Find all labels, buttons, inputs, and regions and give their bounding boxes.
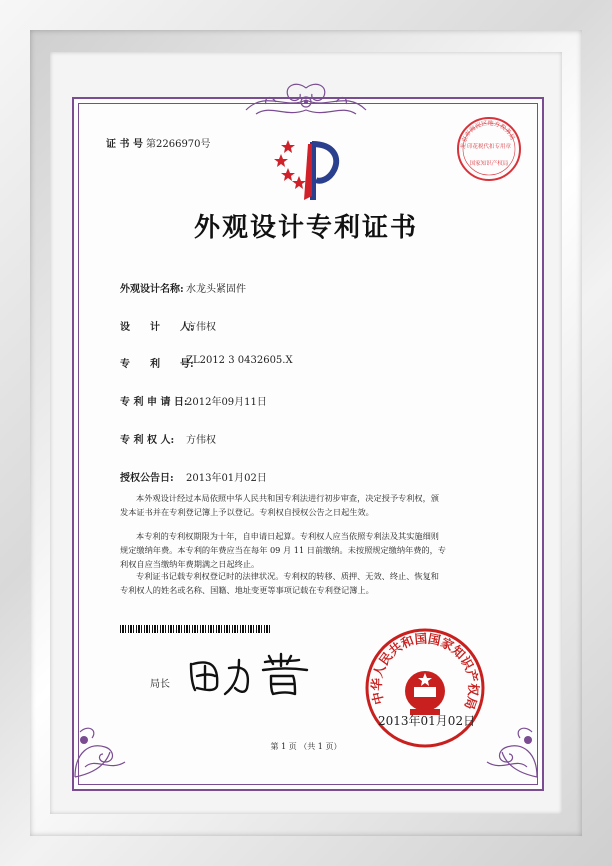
- patentee-value: 方伟权: [186, 435, 216, 446]
- page-number: 第 1 页 （共 1 页）: [270, 742, 342, 751]
- patent-office-logo-icon: [274, 140, 344, 202]
- page-title: 外观设计专利证书: [193, 213, 418, 243]
- tax-stamp-bottom: 国家知识产权局: [469, 161, 509, 167]
- tax-stamp-text: 北京市海淀区地方税务局: [459, 119, 516, 150]
- tax-stamp: [455, 115, 523, 183]
- application-date-label: 专 利 申 请 日:: [120, 397, 188, 408]
- paragraph-line: 专利证书记载专利权登记时的法律状况。专利权的转移、质押、无效、终止、恢复和: [136, 571, 439, 581]
- paragraph-line: 利权自应当缴纳年费期满之日起终止。: [120, 559, 260, 569]
- paragraph-line: 本专利的专利权期限为十年，自申请日起算。专利权人应当依照专利法及其实施细则: [136, 531, 439, 541]
- paragraph-grant: [120, 491, 508, 519]
- paragraph-line: 本外观设计经过本局依照中华人民共和国专利法进行初步审查，决定授予专利权，颁: [136, 493, 439, 503]
- barcode: [120, 625, 270, 633]
- designer-value: 方伟权: [186, 322, 216, 333]
- director-label: 局长: [150, 679, 170, 690]
- paragraph-line: 专利权人的姓名或名称、国籍、地址变更等事项记载在专利登记簿上。: [120, 585, 374, 595]
- seal-text: 中华人民共和国国家知识产权局: [368, 630, 482, 712]
- certificate-number-label: 证 书 号: [106, 139, 143, 150]
- patentee-label: 专 利 权 人:: [120, 435, 175, 446]
- top-ornament-icon: [236, 80, 376, 122]
- grant-date-label: 授权公告日:: [120, 473, 174, 484]
- certificate-number: 第2266970号: [146, 139, 211, 150]
- paragraph-legal-status: [120, 569, 508, 597]
- grant-date-value: 2013年01月02日: [186, 473, 267, 484]
- design-name-label: 外观设计名称:: [120, 284, 184, 295]
- patent-number-label: 专 利 号:: [120, 359, 194, 370]
- patent-number-value: ZL2012 3 0432605.X: [186, 355, 293, 366]
- application-date-value: 2012年09月11日: [186, 397, 267, 408]
- design-name-value: 水龙头紧固件: [186, 284, 246, 295]
- paragraph-line: 发本证书并在专利登记簿上予以登记。专利权自授权公告之日起生效。: [120, 507, 374, 517]
- official-seal: [362, 625, 488, 751]
- seal-date: 2013年01月02日: [378, 714, 476, 728]
- designer-label: 设 计 人:: [120, 322, 194, 333]
- paragraph-term: [120, 529, 508, 571]
- director-signature: [185, 650, 315, 700]
- tax-stamp-center: 印花税代扣专用章: [466, 144, 512, 150]
- paragraph-line: 规定缴纳年费。本专利的年费应当在每年 09 月 11 日前缴纳。未按照规定缴纳年费的，专: [120, 545, 446, 555]
